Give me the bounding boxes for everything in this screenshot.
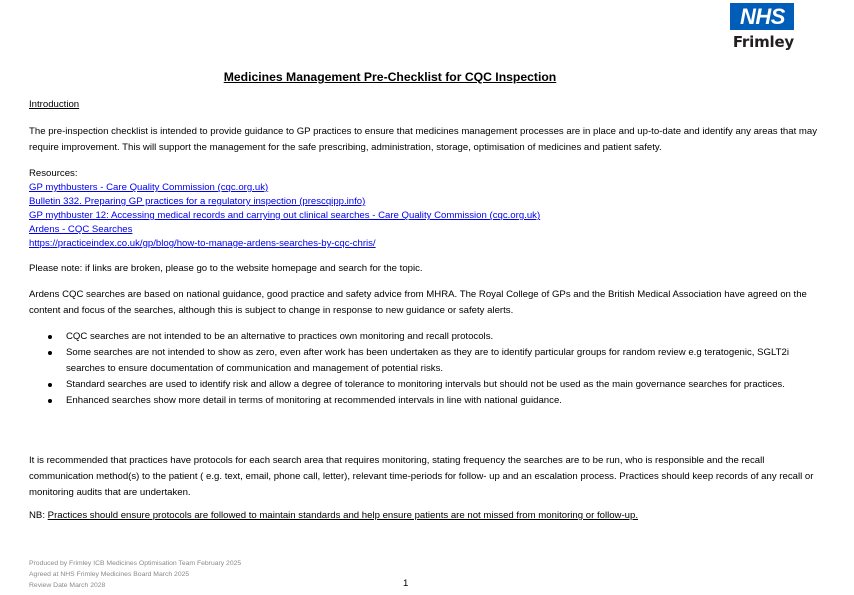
bullet-icon [48, 399, 52, 403]
nb-label: NB: [29, 510, 48, 521]
bullet-text: CQC searches are not intended to be an alternative to practices own monitoring and recall protocols. [66, 331, 494, 342]
list-item [48, 393, 818, 409]
link-bulletin-332[interactable]: Bulletin 332. Preparing GP practices for a regulatory inspection (prescqipp.info) [29, 196, 366, 207]
links-note: Please note: if links are broken, please go to the website homepage and search for the topic. [29, 263, 423, 274]
recommendation-paragraph: It is recommended that practices have protocols for each search area that requires monitoring, stating frequency the searches are to be run, who is responsible and the recall communication method(s) to the patient ( e.g. text, email, phone call, letter), relevant time-periods for follow- up and an escalation process. Practices should keep records of any recall or monitoring audits that are undertaken. [29, 455, 814, 498]
list-item [48, 329, 818, 345]
document-footer [29, 558, 241, 591]
intro-paragraph: The pre-inspection checklist is intended to provide guidance to GP practices to ensure that medicines management processes are in place and up-to-date and identify any areas that may require improvement. This will support the management for the safe prescribing, administration, storage, optimisation of medicines and patient safety. [29, 126, 818, 153]
list-item [48, 345, 818, 377]
organisation-name: Frimley [732, 33, 794, 51]
bullet-list [48, 329, 818, 409]
link-gp-mythbuster-12[interactable]: GP mythbuster 12: Accessing medical records and carrying out clinical searches - Care Quality Commission (cqc.org.uk) [29, 210, 541, 221]
resources-section [29, 167, 540, 251]
footer-review-date: Review Date March 2028 [29, 582, 106, 589]
bullet-icon [48, 335, 52, 339]
nhs-logo-mark: NHS [730, 3, 794, 30]
nb-text: Practices should ensure protocols are followed to maintain standards and help ensure patients are not missed from monitoring or follow-up. [47, 510, 639, 521]
page-number: 1 [403, 578, 409, 589]
link-practiceindex-blog[interactable]: https://practiceindex.co.uk/gp/blog/how-to-manage-ardens-searches-by-cqc-chris/ [29, 238, 376, 249]
bullet-icon [48, 351, 52, 355]
introduction-heading: Introduction [29, 99, 80, 110]
document-title: Medicines Management Pre-Checklist for CQC Inspection [223, 70, 557, 84]
nb-note [29, 510, 638, 521]
list-item [48, 377, 818, 393]
link-ardens-cqc-searches[interactable]: Ardens - CQC Searches [29, 224, 133, 235]
bullet-text: Enhanced searches show more detail in terms of monitoring at recommended intervals in line with national guidance. [66, 395, 562, 406]
bullet-text: Standard searches are used to identify risk and allow a degree of tolerance to monitoring intervals but should not be used as the main governance searches for practices. [66, 379, 785, 390]
ardens-paragraph: Ardens CQC searches are based on national guidance, good practice and safety advice from MHRA. The Royal College of GPs and the British Medical Association have agreed on the content and focus of the searches, although this is subject to change in response to new guidance or safety alerts. [29, 289, 807, 316]
resources-label: Resources: [29, 168, 78, 179]
bullet-icon [48, 383, 52, 387]
nhs-frimley-logo [730, 3, 796, 51]
footer-produced: Produced by Frimley ICB Medicines Optimisation Team February 2025 [29, 560, 242, 567]
link-gp-mythbusters[interactable]: GP mythbusters - Care Quality Commission (cqc.org.uk) [29, 182, 269, 193]
footer-agreed: Agreed at NHS Frimley Medicines Board March 2025 [29, 571, 190, 578]
bullet-text: Some searches are not intended to show as zero, even after work has been undertaken as they are to identify particular groups for random review e.g teratogenic, SGLT2i searches to ensure documentation of communication and management of potential risks. [66, 347, 789, 374]
